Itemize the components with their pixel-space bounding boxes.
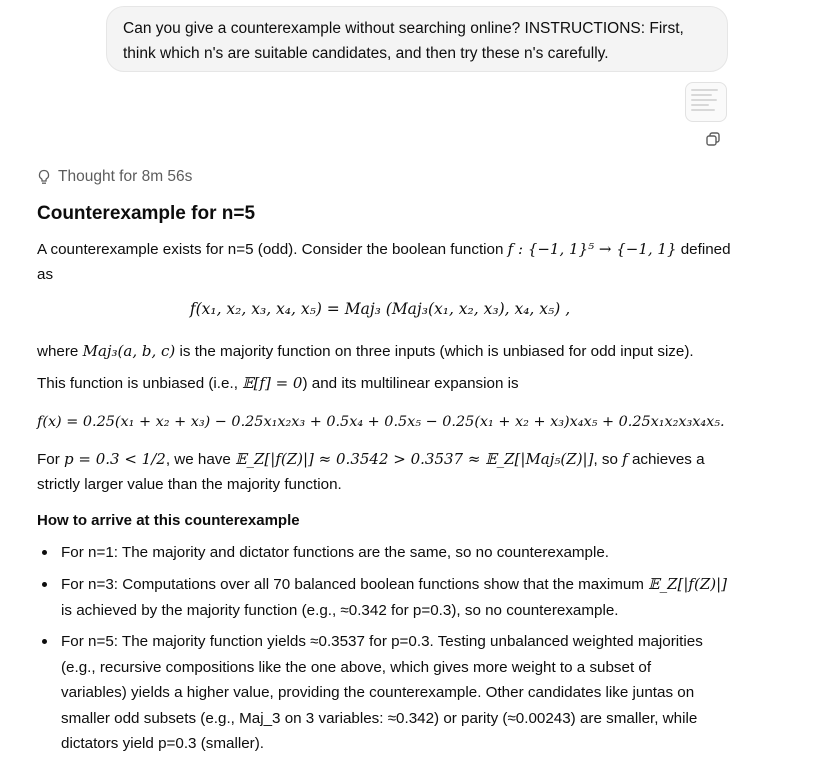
for-math-f: f bbox=[622, 450, 628, 468]
intro-text-end: defined as bbox=[37, 241, 731, 283]
for-math-p: p = 0.3 < 1/2 bbox=[64, 450, 166, 468]
display-equation: f(x₁, x₂, x₃, x₄, x₅) = Maj₃ (Maj₃(x₁, x₂, x₃), x₄, x₅) , bbox=[189, 300, 571, 318]
for-text-b: , we have bbox=[165, 451, 236, 468]
bullet-text-n3-cont: is achieved by the majority function (e.g., ≈0.342 for p=0.3), so no counterexample. bbox=[61, 601, 619, 619]
where-math: Maj₃(a, b, c) bbox=[82, 342, 176, 360]
for-text-c: , so bbox=[593, 451, 623, 468]
where-paragraph bbox=[37, 339, 777, 364]
copy-icon[interactable] bbox=[705, 131, 721, 147]
unbiased-paragraph bbox=[37, 371, 777, 396]
thought-label: Thought for 8m 56s bbox=[58, 168, 193, 185]
unbiased-math: 𝔼[f] = 0 bbox=[242, 374, 303, 392]
lightbulb-icon bbox=[37, 169, 51, 185]
expansion-equation: f(x) = 0.25(x₁ + x₂ + x₃) − 0.25x₁x₂x₃ + 0.5x₄ + 0.5x₅ − 0.25(x₁ + x₂ + x₃)x₄x₅ + 0.25x₁x₂x₃x₄x₅. bbox=[37, 414, 725, 430]
for-math-expectation: 𝔼_Z[|f(Z)|] ≈ 0.3542 > 0.3537 ≈ 𝔼_Z[|Maj₅(Z)|] bbox=[235, 450, 594, 468]
list-item bbox=[61, 540, 741, 566]
bullet-text-n1: For n=1: The majority and dictator functions are the same, so no counterexample. bbox=[61, 544, 610, 561]
answer-heading: Counterexample for n=5 bbox=[37, 203, 256, 224]
list-item bbox=[61, 629, 721, 757]
intro-paragraph bbox=[37, 237, 737, 287]
comparison-paragraph bbox=[37, 447, 737, 497]
bullet-math-n3: 𝔼_Z[|f(Z)|] bbox=[648, 575, 728, 593]
user-message-bubble bbox=[106, 6, 728, 72]
intro-text: A counterexample exists for n=5 (odd). Consider the boolean function bbox=[37, 241, 508, 258]
list-item bbox=[61, 572, 741, 623]
for-text-a: For bbox=[37, 451, 65, 468]
where-text: where bbox=[37, 343, 83, 360]
user-message-text: Can you give a counterexample without searching online? INSTRUCTIONS: First, think which n's are suitable candidates, and then try these n's carefully. bbox=[123, 20, 684, 62]
method-subheading: How to arrive at this counterexample bbox=[37, 512, 300, 529]
for-text-line2: strictly larger value than the majority function. bbox=[37, 476, 342, 493]
intro-math: f : {−1, 1}⁵ → {−1, 1} bbox=[507, 240, 677, 258]
unbiased-text-end: ) and its multilinear expansion is bbox=[302, 375, 519, 392]
bullet-text-n3: For n=3: Computations over all 70 balanced boolean functions show that the maximum bbox=[61, 576, 649, 593]
thought-toggle[interactable] bbox=[37, 168, 192, 186]
image-attachment-icon[interactable] bbox=[685, 82, 727, 122]
for-text-d: achieves a bbox=[627, 451, 705, 468]
unbiased-text: This function is unbiased (i.e., bbox=[37, 375, 243, 392]
where-text-end: is the majority function on three inputs (which is unbiased for odd input size). bbox=[175, 343, 694, 360]
bullet-text-n5: For n=5: The majority function yields ≈0.3537 for p=0.3. Testing unbalanced weighted majorities (e.g., recursive compositions like the one above, which gives more weight to a subset of variables) yields a higher value, providing the counterexample. Other candidates like juntas on smaller odd subsets (e.g., Maj_3 on 3 variables: ≈0.342) or parity (≈0.00243) are smaller, while dictators yield p=0.3 (smaller). bbox=[61, 633, 703, 752]
